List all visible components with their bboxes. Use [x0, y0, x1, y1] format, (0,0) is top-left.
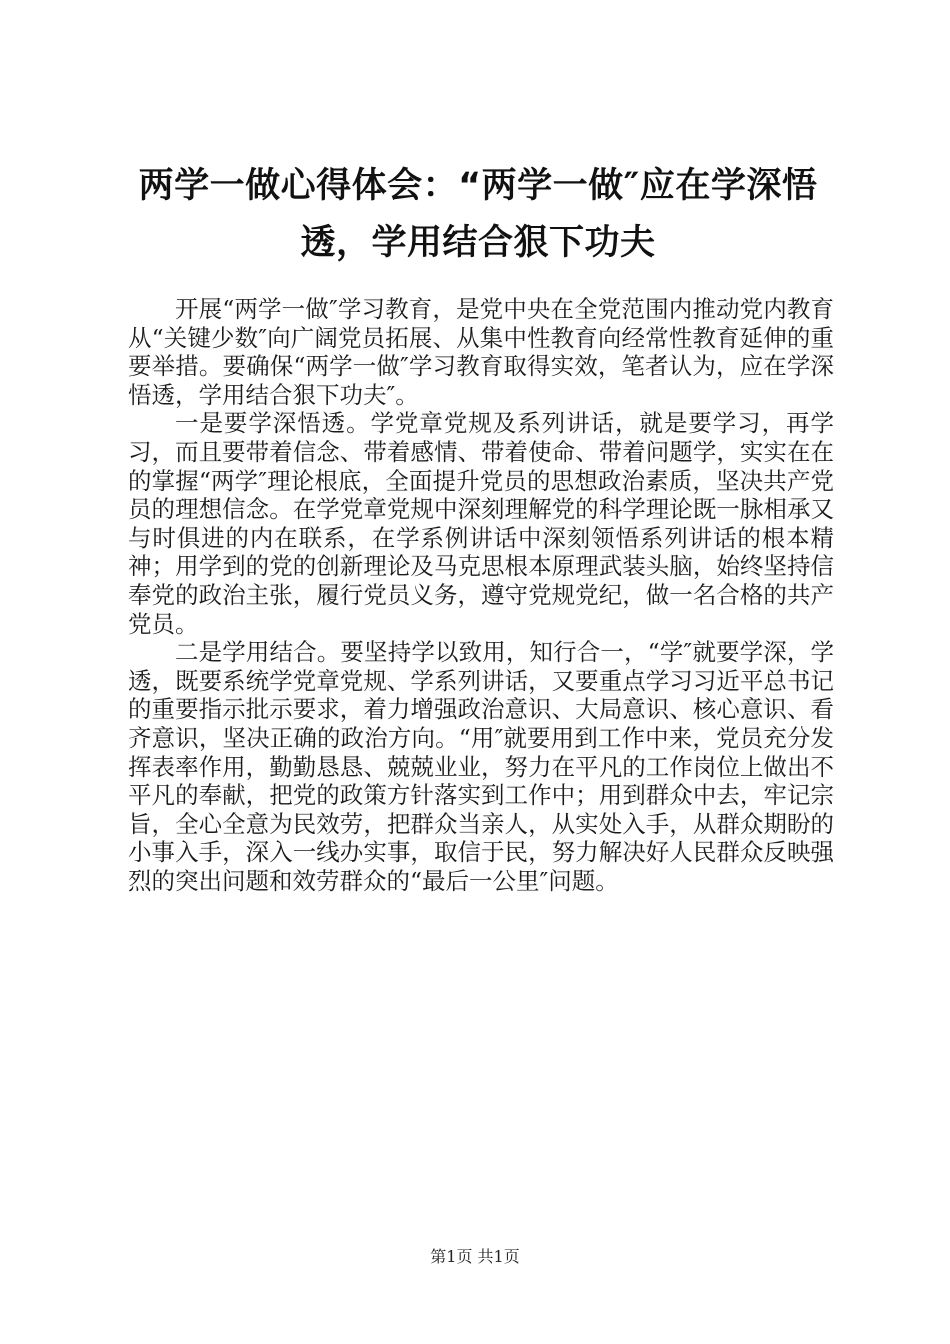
document-body [128, 295, 834, 895]
paragraph-second-point: 二是学用结合。要坚持学以致用，知行合一，“学″就要学深，学透，既要系统学党章党规、学系列讲话，又要重点学习习近平总书记的重要指示批示要求，着力增强政治意识、大局意识、核心意识、看齐意识，坚决正确的政治方向。“用″就要用到工作中来，党员充分发挥表率作用，勤勤恳恳、兢兢业业，努力在平凡的工作岗位上做出不平凡的奉献，把党的政策方针落实到工作中；用到群众中去，牢记宗旨，全心全意为民效劳，把群众当亲人，从实处入手，从群众期盼的小事入手，深入一线办实事，取信于民，努力解决好人民群众反映强烈的突出问题和效劳群众的“最后一公里″问题。 [128, 638, 834, 895]
page-footer: 第1页 共1页 [430, 1247, 520, 1266]
paragraph-first-point: 一是要学深悟透。学党章党规及系列讲话，就是要学习，再学习，而且要带着信念、带着感情、带着使命、带着问题学，实实在在的掌握“两学″理论根底，全面提升党员的思想政治素质，坚决共产党员的理想信念。在学党章党规中深刻理解党的科学理论既一脉相承又与时俱进的内在联系，在学系例讲话中深刻领悟系列讲话的根本精神；用学到的党的创新理论及马克思根本原理武装头脑，始终坚持信奉党的政治主张，履行党员义务，遵守党规党纪，做一名合格的共产党员。 [128, 409, 834, 638]
document-title: 两学一做心得体会：“两学一做″应在学深悟透，学用结合狠下功夫 [138, 166, 818, 263]
paragraph-intro: 开展“两学一做″学习教育，是党中央在全党范围内推动党内教育从“关键少数″向广阔党员拓展、从集中性教育向经常性教育延伸的重要举措。要确保“两学一做″学习教育取得实效，笔者认为，应在学深悟透，学用结合狠下功夫″。 [128, 295, 834, 409]
